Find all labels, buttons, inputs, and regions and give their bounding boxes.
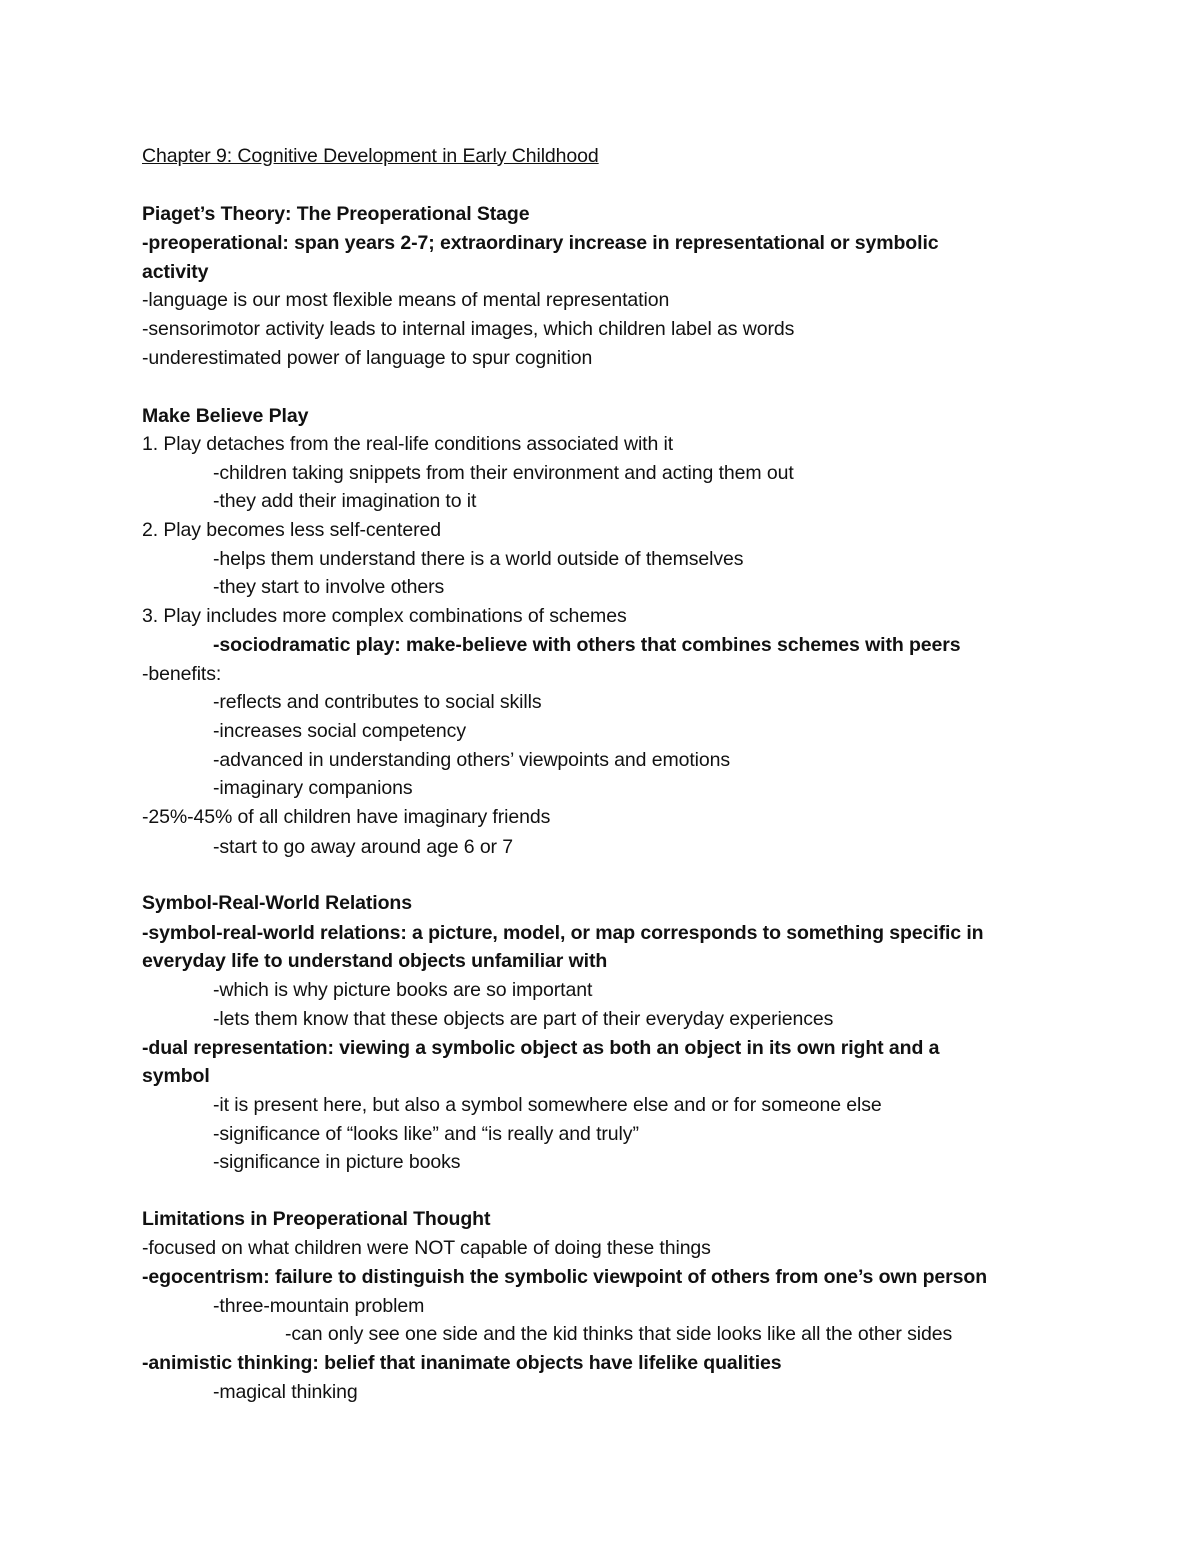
section-heading-limitations: Limitations in Preoperational Thought xyxy=(142,1208,491,1230)
definition-dual-representation: -dual representation: viewing a symbolic object as both an object in its own right and a xyxy=(142,1037,940,1059)
sub-note-line: -start to go away around age 6 or 7 xyxy=(213,836,514,858)
sub-note-line: -lets them know that these objects are part of their everyday experiences xyxy=(213,1008,834,1030)
sub-note-line: -significance of “looks like” and “is really and truly” xyxy=(213,1123,639,1145)
definition-animistic-thinking: -animistic thinking: belief that inanimate objects have lifelike qualities xyxy=(142,1352,782,1374)
definition-egocentrism: -egocentrism: failure to distinguish the symbolic viewpoint of others from one’s own person xyxy=(142,1266,988,1288)
sub-note-line: -advanced in understanding others’ viewpoints and emotions xyxy=(213,749,731,771)
sub-note-line: -children taking snippets from their environment and acting them out xyxy=(213,462,794,484)
definition-dual-representation-cont: symbol xyxy=(142,1065,210,1087)
sub-note-line: -they start to involve others xyxy=(213,576,445,598)
section-heading-piaget: Piaget’s Theory: The Preoperational Stage xyxy=(142,203,530,225)
sub-note-line: -helps them understand there is a world outside of themselves xyxy=(213,548,744,570)
definition-symbol-real-world: -symbol-real-world relations: a picture, model, or map corresponds to something specific in xyxy=(142,922,984,944)
definition-preoperational-cont: activity xyxy=(142,261,209,283)
note-line: -underestimated power of language to spur cognition xyxy=(142,347,593,369)
definition-preoperational: -preoperational: span years 2-7; extraordinary increase in representational or symbolic xyxy=(142,232,939,254)
sub-note-line: -imaginary companions xyxy=(213,777,413,799)
note-line: -sensorimotor activity leads to internal images, which children label as words xyxy=(142,318,795,340)
sub-note-line: -magical thinking xyxy=(213,1381,358,1403)
sub-note-line: -they add their imagination to it xyxy=(213,490,477,512)
definition-symbol-real-world-cont: everyday life to understand objects unfamiliar with xyxy=(142,950,608,972)
note-line: -25%-45% of all children have imaginary friends xyxy=(142,806,551,828)
sub-note-line: -which is why picture books are so important xyxy=(213,979,593,1001)
numbered-item: 2. Play becomes less self-centered xyxy=(142,519,441,541)
numbered-item: 3. Play includes more complex combinations of schemes xyxy=(142,605,627,627)
sub-sub-note-line: -can only see one side and the kid thinks that side looks like all the other sides xyxy=(285,1323,953,1345)
page-title: Chapter 9: Cognitive Development in Early Childhood xyxy=(142,145,599,167)
sub-note-line: -increases social competency xyxy=(213,720,466,742)
sub-note-line: -it is present here, but also a symbol somewhere else and or for someone else xyxy=(213,1094,882,1116)
note-line: -language is our most flexible means of mental representation xyxy=(142,289,670,311)
sub-note-line: -significance in picture books xyxy=(213,1151,461,1173)
note-line: -focused on what children were NOT capable of doing these things xyxy=(142,1237,711,1259)
section-heading-symbol-real-world: Symbol-Real-World Relations xyxy=(142,892,412,914)
sub-note-line: -three-mountain problem xyxy=(213,1295,425,1317)
section-heading-make-believe: Make Believe Play xyxy=(142,405,309,427)
sub-note-line: -reflects and contributes to social skills xyxy=(213,691,542,713)
note-line: -benefits: xyxy=(142,663,222,685)
numbered-item: 1. Play detaches from the real-life conditions associated with it xyxy=(142,433,674,455)
definition-sociodramatic-play: -sociodramatic play: make-believe with others that combines schemes with peers xyxy=(213,634,961,656)
